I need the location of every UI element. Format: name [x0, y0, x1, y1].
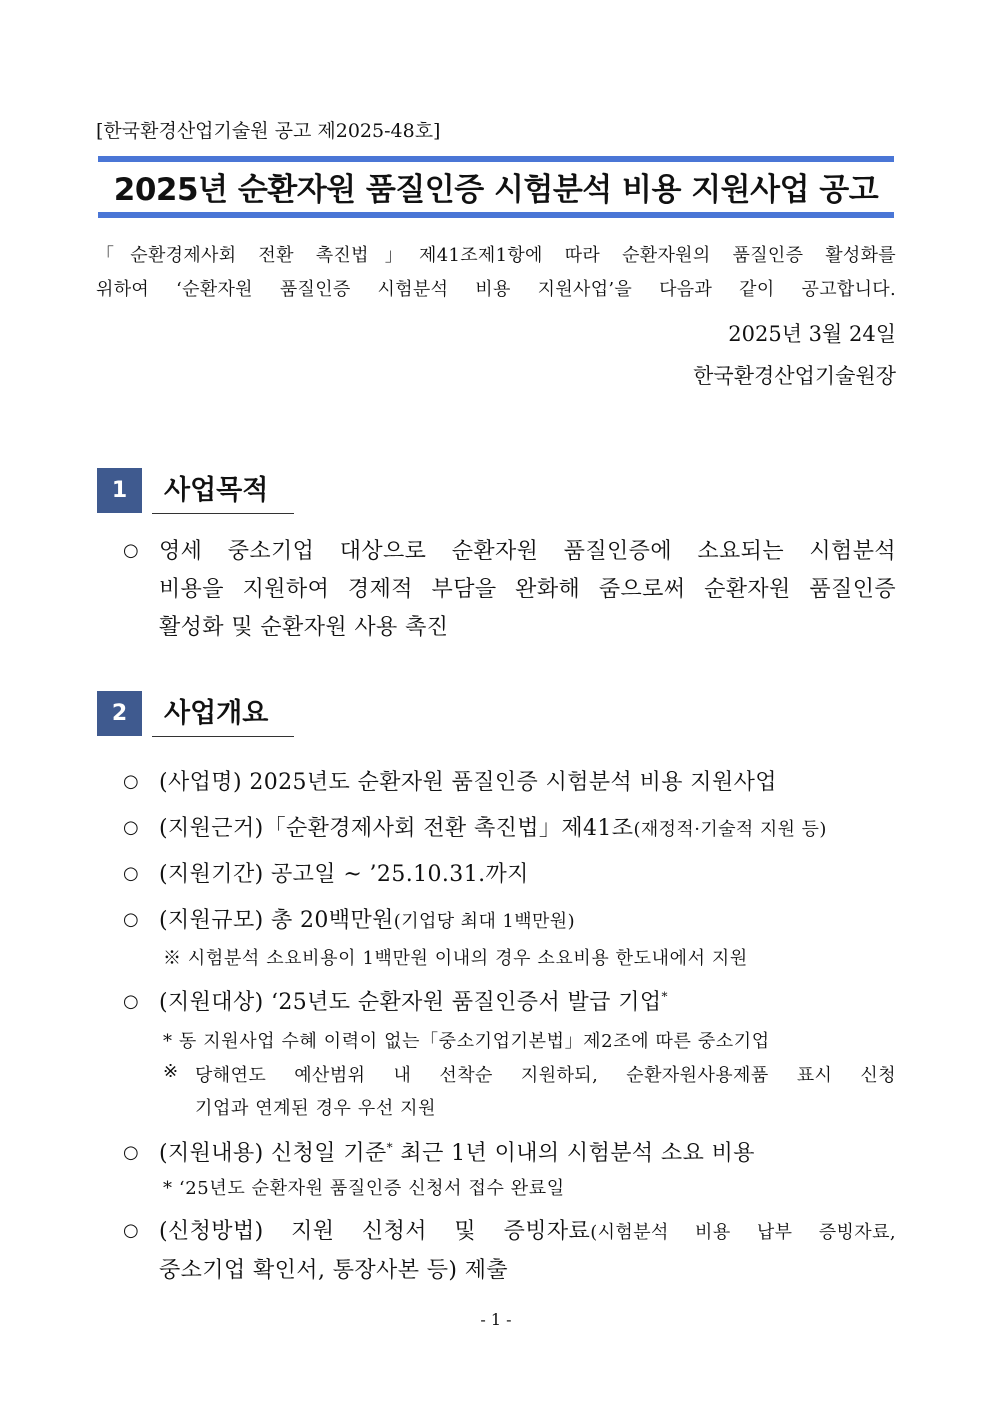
overview-item-period: (지원기간) 공고일 ~ ’25.10.31.까지: [159, 862, 529, 887]
page-number: - 1 -: [480, 1310, 512, 1329]
content-footnote: * ‘25년도 순환자원 품질인증 신청서 접수 완료일: [163, 1178, 565, 1199]
issuer: 한국환경산업기술원장: [693, 364, 896, 388]
overview-item-target: [159, 985, 668, 1016]
bullet-icon: ○: [123, 817, 139, 838]
purpose-line-1: 영세 중소기업 대상으로 순환자원 품질인증에 소요되는 시험분석: [159, 539, 896, 564]
purpose-line-3: 활성화 및 순환자원 사용 촉진: [159, 615, 449, 640]
bullet-icon: ○: [123, 909, 139, 930]
section-1-title: 사업목적: [152, 468, 294, 514]
section-2-number: 2: [97, 691, 142, 736]
basis-detail: (재정적·기술적 지원 등): [633, 819, 827, 840]
method-main: (신청방법) 지원 신청서 및 증빙자료: [159, 1219, 591, 1244]
target-note-line-2: 기업과 연계된 경우 우선 지원: [195, 1098, 437, 1119]
bullet-icon: ○: [123, 863, 139, 884]
bullet-icon: ○: [123, 540, 139, 561]
target-footnote-mark: *: [661, 989, 668, 1004]
notice-date: 2025년 3월 24일: [728, 322, 896, 346]
notice-number: [한국환경산업기술원 공고 제2025-48호]: [96, 120, 441, 142]
target-note-line-1: 당해연도 예산범위 내 선착순 지원하되, 순환자원사용제품 표시 신청: [195, 1065, 896, 1086]
overview-item-scale: [159, 903, 575, 934]
bullet-icon: ○: [123, 1142, 139, 1163]
section-1-number: 1: [97, 468, 142, 513]
intro-line-1: 「순환경제사회 전환 촉진법」제41조제1항에 따라 순환자원의 품질인증 활성화를: [96, 245, 896, 266]
target-main: (지원대상) ‘25년도 순환자원 품질인증서 발급 기업: [159, 990, 662, 1015]
method-detail: (시험분석 비용 납부 증빙자료,: [590, 1222, 896, 1243]
content-b: 최근 1년 이내의 시험분석 소요 비용: [393, 1141, 755, 1166]
document-title: 2025년 순환자원 품질인증 시험분석 비용 지원사업 공고: [113, 172, 879, 208]
title-rule-bottom: [98, 212, 894, 218]
target-note-mark: ※: [163, 1061, 179, 1082]
overview-item-basis: [159, 811, 827, 842]
section-2-title: 사업개요: [152, 691, 294, 737]
content-footnote-mark: *: [386, 1140, 394, 1155]
overview-item-content: [159, 1136, 755, 1167]
title-rule-top: [98, 156, 894, 162]
method-line-2: 중소기업 확인서, 통장사본 등) 제출: [159, 1258, 509, 1283]
purpose-line-2: 비용을 지원하여 경제적 부담을 완화해 줌으로써 순환자원 품질인증: [159, 577, 896, 602]
scale-detail: (기업당 최대 1백만원): [393, 911, 576, 932]
overview-item-method: [159, 1214, 896, 1245]
scale-main: (지원규모) 총 20백만원: [159, 908, 394, 933]
intro-line-2: 위하여 ‘순환자원 품질인증 시험분석 비용 지원사업’을 다음과 같이 공고합니다.: [96, 279, 896, 300]
bullet-icon: ○: [123, 771, 139, 792]
overview-item-name: (사업명) 2025년도 순환자원 품질인증 시험분석 비용 지원사업: [159, 770, 777, 795]
target-footnote: * 동 지원사업 수혜 이력이 없는「중소기업기본법」제2조에 따른 중소기업: [163, 1031, 770, 1052]
bullet-icon: ○: [123, 1220, 139, 1241]
content-a: (지원내용) 신청일 기준: [159, 1141, 387, 1166]
bullet-icon: ○: [123, 991, 139, 1012]
basis-main: (지원근거)「순환경제사회 전환 촉진법」제41조: [159, 816, 634, 841]
scale-note: ※ 시험분석 소요비용이 1백만원 이내의 경우 소요비용 한도내에서 지원: [163, 948, 748, 969]
